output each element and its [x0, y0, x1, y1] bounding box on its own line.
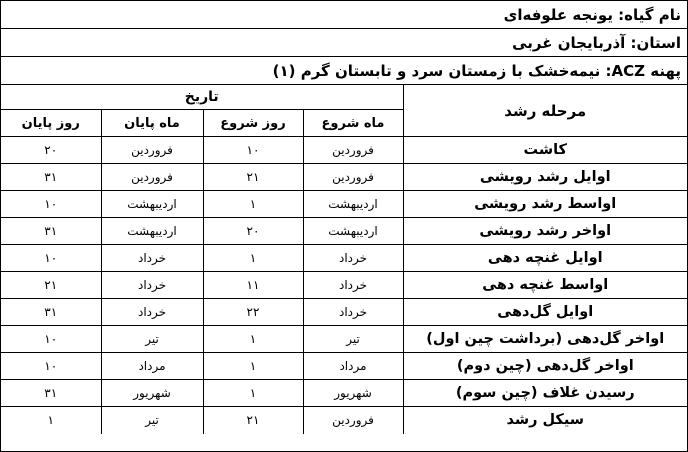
table-row — [1, 218, 687, 245]
end-month-header: ماه پایان — [101, 110, 203, 137]
stage-cell: اوایل گل‌دهی — [403, 299, 687, 326]
end-month-cell: فروردین — [101, 137, 203, 164]
end-month-cell: خرداد — [101, 245, 203, 272]
plant-name-row — [1, 1, 687, 29]
end-month-cell: خرداد — [101, 299, 203, 326]
start-day-cell: ۲۰ — [203, 218, 303, 245]
stage-cell: اواسط غنچه دهی — [403, 272, 687, 299]
start-day-header: روز شروع — [203, 110, 303, 137]
end-month-cell: تیر — [101, 407, 203, 434]
end-day-header: روز پایان — [1, 110, 101, 137]
start-day-cell: ۲۲ — [203, 299, 303, 326]
table-row — [1, 191, 687, 218]
start-month-cell: اردیبهشت — [303, 218, 403, 245]
start-day-cell: ۱ — [203, 245, 303, 272]
date-header: تاریخ — [1, 85, 403, 110]
end-month-cell: شهریور — [101, 380, 203, 407]
end-day-cell: ۱ — [1, 407, 101, 434]
plant-name-label: نام گیاه: یونجه علوفه‌ای — [503, 5, 681, 24]
table-row — [1, 353, 687, 380]
start-day-cell: ۱ — [203, 191, 303, 218]
end-day-cell: ۱۰ — [1, 353, 101, 380]
end-month-cell: اردیبهشت — [101, 218, 203, 245]
start-month-header: ماه شروع — [303, 110, 403, 137]
table-row — [1, 326, 687, 353]
stage-cell: سیکل رشد — [403, 407, 687, 434]
start-month-cell: اردیبهشت — [303, 191, 403, 218]
end-month-cell: فروردین — [101, 164, 203, 191]
table-row — [1, 407, 687, 434]
end-day-cell: ۳۱ — [1, 299, 101, 326]
end-day-cell: ۳۱ — [1, 380, 101, 407]
stage-header: مرحله رشد — [403, 85, 687, 137]
end-month-cell: اردیبهشت — [101, 191, 203, 218]
end-day-cell: ۱۰ — [1, 245, 101, 272]
stage-cell: اواسط رشد رویشی — [403, 191, 687, 218]
table-row — [1, 380, 687, 407]
start-month-cell: تیر — [303, 326, 403, 353]
stage-cell: اواخر رشد رویشی — [403, 218, 687, 245]
end-month-cell: خرداد — [101, 272, 203, 299]
start-day-cell: ۱۱ — [203, 272, 303, 299]
stage-cell: اوایل غنچه دهی — [403, 245, 687, 272]
zone-row — [1, 57, 687, 85]
end-month-cell: تیر — [101, 326, 203, 353]
start-month-cell: مرداد — [303, 353, 403, 380]
table-row — [1, 272, 687, 299]
start-day-cell: ۱ — [203, 326, 303, 353]
end-day-cell: ۳۱ — [1, 164, 101, 191]
table-row — [1, 164, 687, 191]
start-month-cell: فروردین — [303, 137, 403, 164]
zone-label: پهنه ACZ: نیمه‌خشک با زمستان سرد و تابستان گرم (۱) — [272, 61, 681, 80]
province-label: استان: آذربایجان غربی — [512, 33, 681, 52]
start-month-cell: خرداد — [303, 272, 403, 299]
table-row — [1, 245, 687, 272]
stage-cell: کاشت — [403, 137, 687, 164]
stage-cell: اواخر گل‌دهی (چین دوم) — [403, 353, 687, 380]
table-row — [1, 137, 687, 164]
start-day-cell: ۲۱ — [203, 164, 303, 191]
growth-stage-table — [1, 85, 687, 434]
start-day-cell: ۱ — [203, 353, 303, 380]
table-row — [1, 299, 687, 326]
end-day-cell: ۳۱ — [1, 218, 101, 245]
stage-cell: اوایل رشد رویشی — [403, 164, 687, 191]
start-month-cell: فروردین — [303, 407, 403, 434]
end-day-cell: ۱۰ — [1, 191, 101, 218]
end-day-cell: ۲۰ — [1, 137, 101, 164]
start-month-cell: فروردین — [303, 164, 403, 191]
start-month-cell: خرداد — [303, 299, 403, 326]
start-day-cell: ۲۱ — [203, 407, 303, 434]
start-day-cell: ۱ — [203, 380, 303, 407]
end-day-cell: ۲۱ — [1, 272, 101, 299]
province-row — [1, 29, 687, 57]
end-month-cell: مرداد — [101, 353, 203, 380]
stage-cell: رسیدن غلاف (چین سوم) — [403, 380, 687, 407]
start-day-cell: ۱۰ — [203, 137, 303, 164]
end-day-cell: ۱۰ — [1, 326, 101, 353]
stage-cell: اواخر گل‌دهی (برداشت چین اول) — [403, 326, 687, 353]
start-month-cell: خرداد — [303, 245, 403, 272]
start-month-cell: شهریور — [303, 380, 403, 407]
